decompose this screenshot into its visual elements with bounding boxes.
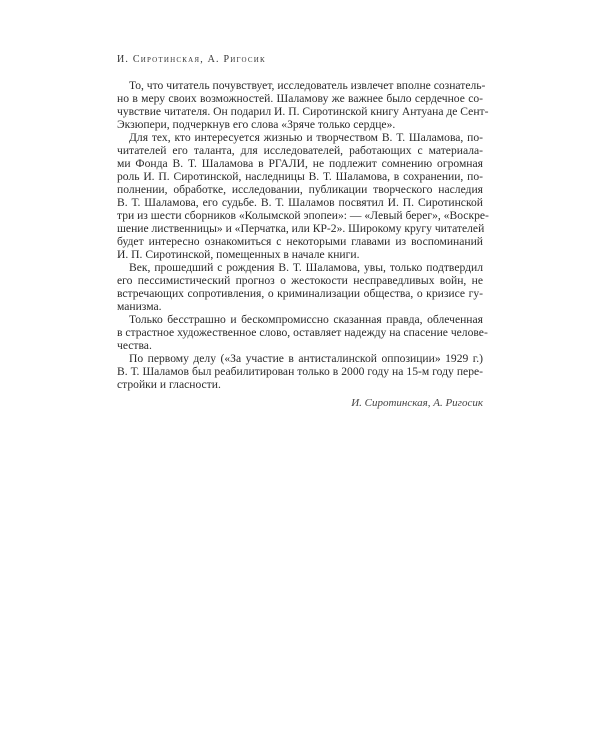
- signature: И. Сиротинская, А. Ригосик: [351, 397, 483, 409]
- text-line: Экзюпери, подчеркнув его слова «Зряче только сердце».: [117, 118, 396, 131]
- text-line: По первому делу («За участие в антисталинской оппозиции» 1929 г.): [129, 352, 483, 365]
- text-line: в страстное художественное слово, оставляет надежду на спасение челове-: [117, 326, 488, 339]
- document-body: [117, 79, 489, 391]
- text-line: Век, прошедший с рождения В. Т. Шаламова, увы, только подтвердил: [129, 261, 483, 274]
- text-line: чувствие читателя. Он подарил И. П. Сиротинской книгу Антуана де Сент-: [117, 105, 489, 118]
- text-line: В. Т. Шаламова, его судьбе. В. Т. Шаламов посвятил И. П. Сиротинской: [117, 196, 483, 209]
- text-line: будет интересно ознакомиться с некоторыми главами из воспоминаний: [117, 235, 483, 248]
- text-line: В. Т. Шаламов был реабилитирован только в 2000 году на 15-м году пере-: [117, 365, 483, 378]
- text-line: роль И. П. Сиротинской, наследницы В. Т. Шаламова, в сохранении, по-: [117, 170, 483, 183]
- text-line: но в меру своих возможностей. Шаламову же важнее было сердечное со-: [117, 92, 483, 105]
- text-line: Для тех, кто интересуется жизнью и творчеством В. Т. Шаламова, по-: [129, 131, 483, 144]
- text-line: три из шести сборников «Колымской эпопеи»: — «Левый берег», «Воскре-: [117, 209, 489, 222]
- text-line: чества.: [117, 339, 152, 352]
- paragraph: [117, 352, 483, 391]
- text-line: И. П. Сиротинской, помещенных в начале книги.: [117, 248, 360, 261]
- text-line: То, что читатель почувствует, исследователь извлечет вполне сознатель-: [129, 79, 486, 92]
- paragraph: [117, 79, 489, 131]
- paragraph: [117, 313, 488, 352]
- text-line: полнении, обработке, исследовании, публикации творческого наследия: [117, 183, 483, 196]
- text-line: встречающих сопротивления, о криминализации общества, о кризисе гу-: [117, 287, 483, 300]
- text-line: ми Фонда В. Т. Шаламова в РГАЛИ, не подлежит сомнению огромная: [117, 157, 483, 170]
- running-header: И. Сиротинская, А. Ригосик: [117, 54, 266, 65]
- paragraph: [117, 261, 483, 313]
- text-line: читателей его таланта, для исследователей, работающих с материала-: [117, 144, 483, 157]
- text-line: шение лиственницы» и «Перчатка, или КР-2». Широкому кругу читателей: [117, 222, 485, 235]
- text-line: стройки и гласности.: [117, 378, 221, 391]
- paragraph: [117, 131, 489, 261]
- text-line: манизма.: [117, 300, 162, 313]
- text-line: его пессимистический прогноз о жестокости несправедливых войн, не: [117, 274, 483, 287]
- text-line: Только бесстрашно и бескомпромиссно сказанная правда, облеченная: [129, 313, 483, 326]
